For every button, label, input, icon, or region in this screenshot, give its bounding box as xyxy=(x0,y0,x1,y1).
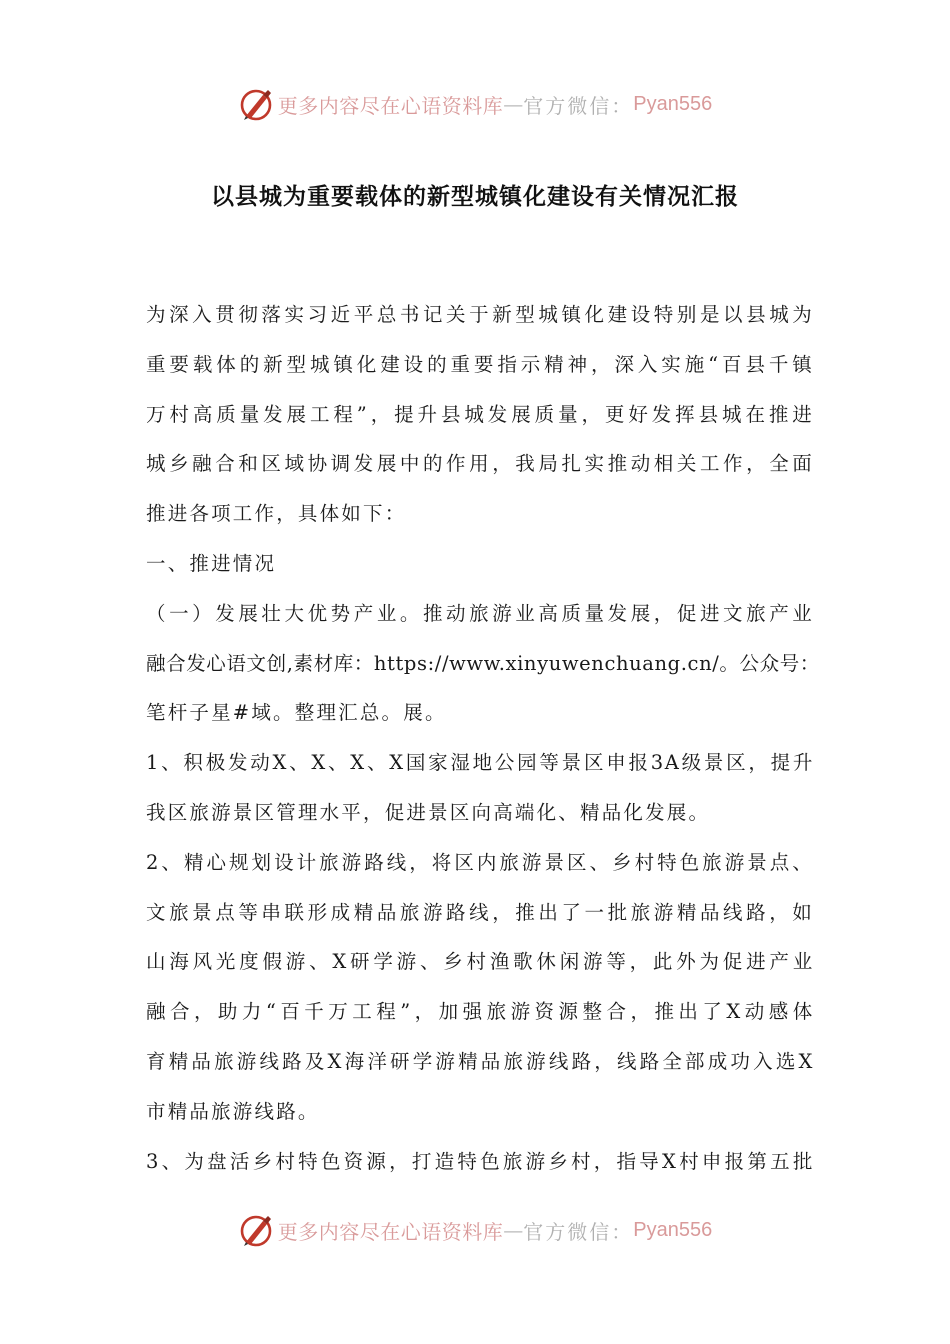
section-heading: 一、推进情况 xyxy=(146,551,277,575)
body-line: 城乡融合和区域协调发展中的作用，我局扎实推动相关工作，全面 xyxy=(146,452,814,476)
watermark-brand: 更多内容尽在心语资料库 xyxy=(277,1219,504,1244)
body-line: 山海风光度假游、X研学游、乡村渔歌休闲游等，此外为促进产业 xyxy=(146,950,814,974)
watermark-dash: — xyxy=(503,1218,524,1242)
body-line: 我区旅游景区管理水平，促进景区向高端化、精品化发展。 xyxy=(146,800,711,824)
body-line: 笔杆子星#域。整理汇总。展。 xyxy=(146,701,447,725)
body-line: 融合，助力“百千万工程”，加强旅游资源整合，推出了X动感体 xyxy=(146,1000,814,1024)
watermark-footer xyxy=(0,1208,950,1252)
pen-logo-icon xyxy=(238,86,274,122)
watermark-id: Pyan556 xyxy=(633,92,713,115)
body-line: 重要载体的新型城镇化建设的重要指示精神，深入实施“百县千镇 xyxy=(146,352,814,376)
body-line: 文旅景点等串联形成精品旅游路线，推出了一批旅游精品线路，如 xyxy=(146,900,814,924)
list-item: 2、精心规划设计旅游路线，将区内旅游景区、乡村特色旅游景点、 xyxy=(146,850,814,874)
body-line: 融合发心语文创,素材库：https://www.xinyuwenchuang.cn/。公众号： xyxy=(146,651,820,675)
document-title: 以县城为重要载体的新型城镇化建设有关情况汇报 xyxy=(211,184,739,210)
subsection-heading: （一）发展壮大优势产业。推动旅游业高质量发展，促进文旅产业 xyxy=(146,601,814,625)
list-item: 3、为盘活乡村特色资源，打造特色旅游乡村，指导X村申报第五批 xyxy=(146,1149,814,1173)
watermark-header xyxy=(0,82,950,126)
body-line: 为深入贯彻落实习近平总书记关于新型城镇化建设特别是以县城为 xyxy=(146,303,814,326)
body-line: 育精品旅游线路及X海洋研学游精品旅游线路，线路全部成功入选X xyxy=(146,1049,814,1073)
body-line: 万村高质量发展工程”，提升县城发展质量，更好发挥县城在推进 xyxy=(146,402,814,426)
body-line: 推进各项工作，具体如下： xyxy=(146,502,407,526)
pen-logo-icon xyxy=(238,1212,274,1248)
watermark-label: 官方微信： xyxy=(523,1219,634,1244)
list-item: 1、积极发动X、X、X、X国家湿地公园等景区申报3A级景区，提升 xyxy=(146,751,814,775)
document-body xyxy=(146,290,820,1186)
watermark-label: 官方微信： xyxy=(523,93,634,118)
watermark-id: Pyan556 xyxy=(633,1218,713,1241)
watermark-dash: — xyxy=(503,92,524,116)
watermark-brand: 更多内容尽在心语资料库 xyxy=(277,93,504,118)
body-line: 市精品旅游线路。 xyxy=(146,1099,320,1123)
